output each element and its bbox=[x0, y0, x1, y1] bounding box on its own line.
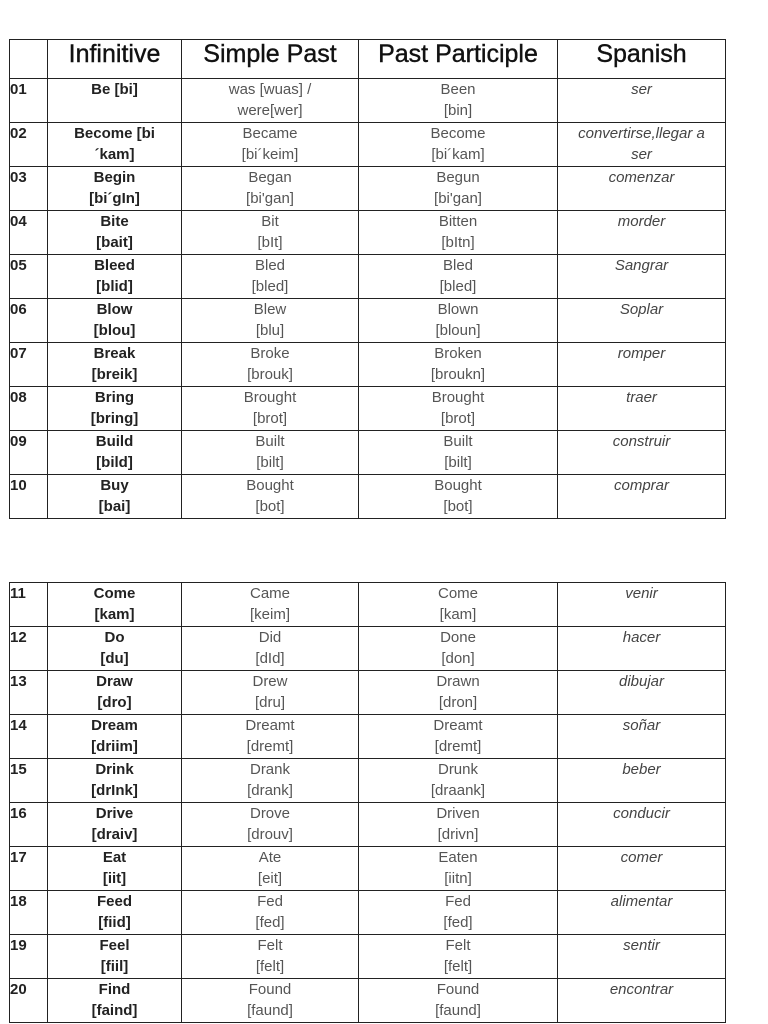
verb-past-participle-line: [bItn] bbox=[441, 234, 475, 251]
verb-simple-past-line: [bIt] bbox=[257, 234, 283, 251]
verb-past-participle-line: Bought bbox=[434, 477, 482, 494]
verb-infinitive-line: Eat bbox=[102, 849, 127, 866]
verb-past-participle-line: Done bbox=[440, 629, 476, 646]
verb-infinitive bbox=[48, 847, 182, 891]
verb-spanish-line: soñar bbox=[622, 717, 661, 734]
verb-past-participle-line: [iitn] bbox=[444, 870, 472, 887]
verb-infinitive bbox=[48, 583, 182, 627]
verb-infinitive-line: Break bbox=[93, 345, 136, 362]
verb-spanish-line: comprar bbox=[613, 477, 669, 494]
verb-infinitive-line: Bring bbox=[94, 389, 135, 406]
verb-table-1-body bbox=[10, 79, 726, 519]
verb-simple-past-line: [dru] bbox=[254, 694, 285, 711]
verb-spanish bbox=[558, 255, 726, 299]
verb-past-participle bbox=[359, 627, 558, 671]
verb-infinitive bbox=[48, 387, 182, 431]
verb-infinitive-line: [fiid] bbox=[98, 914, 131, 931]
verb-past-participle-line: [bilt] bbox=[444, 454, 472, 471]
verb-simple-past-line: [felt] bbox=[255, 958, 285, 975]
verb-past-participle-line: Come bbox=[437, 585, 478, 602]
verb-past-participle-line: Found bbox=[436, 981, 480, 998]
verb-simple-past-line: [bilt] bbox=[256, 454, 284, 471]
verb-infinitive-line: [draiv] bbox=[91, 826, 138, 843]
verb-simple-past bbox=[182, 803, 359, 847]
verb-number: 16 bbox=[10, 803, 48, 847]
verb-table-2-body bbox=[10, 583, 726, 1023]
table-row bbox=[10, 671, 726, 715]
verb-infinitive-line: [bai] bbox=[98, 498, 131, 515]
verb-infinitive-line: Feel bbox=[99, 937, 130, 954]
verb-simple-past-line: [faund] bbox=[247, 1002, 293, 1019]
verb-infinitive-line: [drInk] bbox=[91, 782, 138, 799]
verb-infinitive bbox=[48, 123, 182, 167]
verb-infinitive-line: Feed bbox=[96, 893, 132, 910]
table-row bbox=[10, 847, 726, 891]
verb-simple-past-line: [dId] bbox=[255, 650, 285, 667]
verb-simple-past-line: [dremt] bbox=[246, 738, 294, 755]
verb-infinitive-line: Bleed bbox=[94, 257, 135, 274]
verb-infinitive-line: [blid] bbox=[96, 278, 133, 295]
verb-spanish bbox=[558, 299, 726, 343]
verb-past-participle-line: Blown bbox=[437, 301, 479, 318]
verb-past-participle bbox=[359, 671, 558, 715]
verb-simple-past bbox=[182, 167, 359, 211]
verb-spanish bbox=[558, 671, 726, 715]
verb-simple-past-line: Bought bbox=[246, 477, 294, 494]
verb-past-participle-line: [draank] bbox=[430, 782, 486, 799]
verb-simple-past-line: Drew bbox=[252, 673, 288, 690]
verb-simple-past bbox=[182, 475, 359, 519]
verb-number: 17 bbox=[10, 847, 48, 891]
verb-past-participle-line: [bin] bbox=[443, 102, 473, 119]
header-simple-past: Simple Past bbox=[182, 40, 359, 79]
verb-spanish-line: convertirse,llegar a bbox=[578, 125, 705, 142]
verb-infinitive-line: [breik] bbox=[91, 366, 138, 383]
verb-simple-past bbox=[182, 759, 359, 803]
verb-simple-past bbox=[182, 627, 359, 671]
verb-simple-past-line: [drank] bbox=[247, 782, 293, 799]
verb-spanish-line: ser bbox=[631, 81, 652, 98]
verb-past-participle-line: Built bbox=[443, 433, 473, 450]
verb-simple-past bbox=[182, 79, 359, 123]
table-row bbox=[10, 891, 726, 935]
verb-number: 12 bbox=[10, 627, 48, 671]
verb-spanish bbox=[558, 847, 726, 891]
verb-past-participle-line: Drawn bbox=[436, 673, 480, 690]
verb-spanish-line: construir bbox=[612, 433, 671, 450]
header-past-participle: Past Participle bbox=[359, 40, 558, 79]
verb-past-participle-line: [broukn] bbox=[430, 366, 486, 383]
verb-past-participle-line: Eaten bbox=[438, 849, 478, 866]
verb-past-participle-line: [don] bbox=[441, 650, 475, 667]
verb-past-participle bbox=[359, 979, 558, 1023]
verb-infinitive bbox=[48, 299, 182, 343]
verb-number: 19 bbox=[10, 935, 48, 979]
verb-infinitive bbox=[48, 79, 182, 123]
verb-past-participle bbox=[359, 387, 558, 431]
verb-spanish bbox=[558, 431, 726, 475]
verb-infinitive-line: [dro] bbox=[97, 694, 132, 711]
verb-past-participle bbox=[359, 79, 558, 123]
header-number bbox=[10, 40, 48, 79]
verb-spanish-line: conducir bbox=[613, 805, 670, 822]
verb-simple-past-line: [bi'gan] bbox=[246, 190, 294, 207]
verb-past-participle bbox=[359, 475, 558, 519]
verb-simple-past-line: Blew bbox=[253, 301, 287, 318]
verb-infinitive-line: Do bbox=[104, 629, 125, 646]
verb-infinitive-line: [faind] bbox=[91, 1002, 138, 1019]
verb-past-participle-line: Bitten bbox=[438, 213, 478, 230]
table-row bbox=[10, 935, 726, 979]
verb-past-participle-line: Begun bbox=[436, 169, 480, 186]
verb-infinitive bbox=[48, 759, 182, 803]
verb-infinitive-line: [bring] bbox=[90, 410, 139, 427]
verb-spanish-line: alimentar bbox=[610, 893, 673, 910]
verb-past-participle-line: [kam] bbox=[439, 606, 477, 623]
verb-spanish-line: morder bbox=[617, 213, 666, 230]
verb-spanish bbox=[558, 343, 726, 387]
verb-spanish bbox=[558, 715, 726, 759]
verb-simple-past-line: was [wuas] / bbox=[228, 81, 312, 98]
verb-number: 11 bbox=[10, 583, 48, 627]
verb-infinitive-line: ´kam] bbox=[94, 146, 135, 163]
verb-infinitive bbox=[48, 979, 182, 1023]
verb-spanish-line: Sangrar bbox=[614, 257, 669, 274]
verb-past-participle-line: Driven bbox=[436, 805, 480, 822]
verb-past-participle-line: [bled] bbox=[439, 278, 477, 295]
table-row bbox=[10, 211, 726, 255]
verb-number: 08 bbox=[10, 387, 48, 431]
verb-past-participle bbox=[359, 299, 558, 343]
verb-spanish-line: ser bbox=[631, 146, 652, 163]
verb-infinitive bbox=[48, 343, 182, 387]
verb-spanish-line: venir bbox=[625, 585, 658, 602]
verb-past-participle bbox=[359, 167, 558, 211]
table-row bbox=[10, 759, 726, 803]
verb-table-2 bbox=[9, 582, 726, 1023]
verb-simple-past-line: Drove bbox=[249, 805, 290, 822]
verb-simple-past bbox=[182, 431, 359, 475]
verb-past-participle-line: [felt] bbox=[443, 958, 473, 975]
verb-number: 02 bbox=[10, 123, 48, 167]
table-row bbox=[10, 299, 726, 343]
header-row bbox=[10, 40, 726, 79]
verb-infinitive-line: [iit] bbox=[102, 870, 127, 887]
verb-past-participle-line: Been bbox=[440, 81, 476, 98]
verb-spanish-line: traer bbox=[626, 389, 657, 406]
verb-table-1 bbox=[9, 39, 726, 519]
verb-infinitive-line: Drive bbox=[95, 805, 134, 822]
verb-infinitive-line: Drink bbox=[95, 761, 134, 778]
verb-past-participle-line: [bloun] bbox=[435, 322, 481, 339]
verb-simple-past-line: Began bbox=[248, 169, 292, 186]
verb-past-participle-line: [drivn] bbox=[437, 826, 479, 843]
verb-infinitive bbox=[48, 211, 182, 255]
verb-number: 13 bbox=[10, 671, 48, 715]
verb-past-participle-line: [bot] bbox=[443, 498, 473, 515]
verb-past-participle bbox=[359, 847, 558, 891]
table-row bbox=[10, 715, 726, 759]
table-row bbox=[10, 255, 726, 299]
verb-simple-past bbox=[182, 847, 359, 891]
verb-simple-past-line: Came bbox=[249, 585, 290, 602]
verb-spanish-line: hacer bbox=[622, 629, 661, 646]
verb-past-participle-line: Broken bbox=[434, 345, 482, 362]
verb-simple-past-line: Broke bbox=[250, 345, 290, 362]
verb-simple-past-line: Built bbox=[255, 433, 285, 450]
verb-number: 10 bbox=[10, 475, 48, 519]
header-spanish: Spanish bbox=[558, 40, 726, 79]
verb-simple-past-line: [drouv] bbox=[247, 826, 293, 843]
verb-past-participle-line: [bi'gan] bbox=[434, 190, 482, 207]
verb-spanish-line: comenzar bbox=[608, 169, 675, 186]
verb-past-participle bbox=[359, 891, 558, 935]
verb-spanish-line: sentir bbox=[623, 937, 660, 954]
verb-infinitive-line: Build bbox=[95, 433, 134, 450]
verb-simple-past-line: Felt bbox=[257, 937, 283, 954]
verb-simple-past-line: were[wer] bbox=[237, 102, 303, 119]
verb-past-participle bbox=[359, 583, 558, 627]
verb-infinitive-line: [bi´gIn] bbox=[89, 190, 140, 207]
verb-spanish bbox=[558, 935, 726, 979]
verb-infinitive-line: [du] bbox=[100, 650, 129, 667]
verb-infinitive-line: Bite bbox=[100, 213, 129, 230]
verb-simple-past-line: Bit bbox=[261, 213, 279, 230]
verb-spanish-line: comer bbox=[620, 849, 663, 866]
verb-simple-past-line: [keim] bbox=[249, 606, 290, 623]
verb-past-participle-line: Drunk bbox=[437, 761, 478, 778]
verb-infinitive-line: [driim] bbox=[91, 738, 138, 755]
verb-spanish-line: Soplar bbox=[619, 301, 664, 318]
verb-simple-past-line: [bot] bbox=[255, 498, 285, 515]
table-row bbox=[10, 627, 726, 671]
verb-simple-past-line: Dreamt bbox=[245, 717, 295, 734]
verb-number: 06 bbox=[10, 299, 48, 343]
table-row bbox=[10, 387, 726, 431]
verb-simple-past bbox=[182, 583, 359, 627]
verb-past-participle bbox=[359, 343, 558, 387]
verb-past-participle-line: [dron] bbox=[438, 694, 478, 711]
header-infinitive: Infinitive bbox=[48, 40, 182, 79]
verb-simple-past-line: Became bbox=[242, 125, 298, 142]
verb-simple-past-line: [bled] bbox=[251, 278, 289, 295]
verb-infinitive-line: [bait] bbox=[96, 234, 133, 251]
verb-spanish bbox=[558, 167, 726, 211]
verb-infinitive bbox=[48, 671, 182, 715]
verb-spanish bbox=[558, 803, 726, 847]
verb-number: 05 bbox=[10, 255, 48, 299]
verb-simple-past-line: [bi´keim] bbox=[241, 146, 299, 163]
verb-simple-past-line: Bled bbox=[254, 257, 286, 274]
table-row bbox=[10, 123, 726, 167]
verb-infinitive-line: [blou] bbox=[93, 322, 136, 339]
verb-past-participle-line: [dremt] bbox=[434, 738, 482, 755]
verb-infinitive-line: Buy bbox=[100, 477, 129, 494]
verb-infinitive-line: Come bbox=[93, 585, 136, 602]
verb-past-participle bbox=[359, 935, 558, 979]
verb-number: 01 bbox=[10, 79, 48, 123]
verb-simple-past bbox=[182, 891, 359, 935]
table-row bbox=[10, 803, 726, 847]
verb-past-participle-line: Brought bbox=[431, 389, 485, 406]
verb-number: 18 bbox=[10, 891, 48, 935]
verb-spanish bbox=[558, 123, 726, 167]
verb-spanish-line: romper bbox=[617, 345, 666, 362]
verb-past-participle-line: Become bbox=[430, 125, 486, 142]
verb-past-participle-line: Dreamt bbox=[433, 717, 483, 734]
verb-infinitive-line: Be [bi] bbox=[91, 81, 138, 98]
table-row bbox=[10, 431, 726, 475]
verb-infinitive bbox=[48, 627, 182, 671]
verb-infinitive bbox=[48, 167, 182, 211]
table-row bbox=[10, 343, 726, 387]
verb-simple-past bbox=[182, 387, 359, 431]
verb-past-participle-line: [brot] bbox=[440, 410, 476, 427]
verb-simple-past bbox=[182, 211, 359, 255]
verb-number: 03 bbox=[10, 167, 48, 211]
verb-number: 09 bbox=[10, 431, 48, 475]
verb-past-participle bbox=[359, 803, 558, 847]
verb-infinitive-line: [fiil] bbox=[100, 958, 129, 975]
verb-spanish bbox=[558, 211, 726, 255]
verb-simple-past-line: Fed bbox=[257, 893, 283, 910]
verb-past-participle bbox=[359, 431, 558, 475]
verb-past-participle-line: [bi´kam] bbox=[431, 146, 485, 163]
verb-simple-past-line: [eit] bbox=[257, 870, 283, 887]
verb-infinitive bbox=[48, 715, 182, 759]
verb-simple-past bbox=[182, 123, 359, 167]
verb-past-participle bbox=[359, 759, 558, 803]
verb-infinitive bbox=[48, 255, 182, 299]
verb-infinitive-line: Find bbox=[98, 981, 131, 998]
verb-number: 20 bbox=[10, 979, 48, 1023]
verb-simple-past-line: [blu] bbox=[255, 322, 285, 339]
verb-infinitive-line: Blow bbox=[96, 301, 133, 318]
verb-simple-past-line: [brouk] bbox=[247, 366, 293, 383]
verb-spanish-line: beber bbox=[622, 761, 661, 778]
verb-spanish bbox=[558, 475, 726, 519]
table-row bbox=[10, 167, 726, 211]
verb-infinitive-line: Draw bbox=[96, 673, 133, 690]
verb-infinitive-line: [kam] bbox=[94, 606, 135, 623]
verb-past-participle bbox=[359, 123, 558, 167]
verb-simple-past bbox=[182, 935, 359, 979]
verb-simple-past bbox=[182, 715, 359, 759]
table-row bbox=[10, 583, 726, 627]
verb-number: 14 bbox=[10, 715, 48, 759]
verb-spanish bbox=[558, 891, 726, 935]
verb-infinitive-line: Dream bbox=[91, 717, 138, 734]
verb-simple-past bbox=[182, 255, 359, 299]
verb-spanish bbox=[558, 627, 726, 671]
verb-infinitive-line: [bild] bbox=[96, 454, 133, 471]
verb-past-participle-line: [fed] bbox=[443, 914, 473, 931]
verb-simple-past bbox=[182, 299, 359, 343]
verb-past-participle bbox=[359, 255, 558, 299]
table-row bbox=[10, 79, 726, 123]
verb-simple-past-line: Brought bbox=[243, 389, 297, 406]
verb-infinitive bbox=[48, 891, 182, 935]
verb-simple-past-line: Drank bbox=[249, 761, 290, 778]
verb-past-participle bbox=[359, 715, 558, 759]
verb-simple-past-line: Ate bbox=[258, 849, 282, 866]
verb-past-participle-line: [faund] bbox=[435, 1002, 481, 1019]
verb-spanish bbox=[558, 759, 726, 803]
verb-past-participle-line: Fed bbox=[445, 893, 471, 910]
table-row bbox=[10, 979, 726, 1023]
verb-spanish bbox=[558, 387, 726, 431]
verb-past-participle-line: Felt bbox=[445, 937, 471, 954]
verb-number: 15 bbox=[10, 759, 48, 803]
verb-simple-past-line: [fed] bbox=[255, 914, 285, 931]
table-row bbox=[10, 475, 726, 519]
verb-infinitive-line: Become [bi bbox=[74, 125, 155, 142]
verb-simple-past-line: Found bbox=[248, 981, 292, 998]
verb-infinitive bbox=[48, 803, 182, 847]
verb-infinitive bbox=[48, 475, 182, 519]
verb-past-participle-line: Bled bbox=[442, 257, 474, 274]
verb-infinitive-line: Begin bbox=[93, 169, 136, 186]
verb-spanish bbox=[558, 583, 726, 627]
verb-simple-past bbox=[182, 671, 359, 715]
verb-simple-past bbox=[182, 979, 359, 1023]
verb-past-participle bbox=[359, 211, 558, 255]
verb-spanish bbox=[558, 979, 726, 1023]
verb-simple-past-line: [brot] bbox=[252, 410, 288, 427]
verb-spanish-line: dibujar bbox=[618, 673, 665, 690]
verb-infinitive bbox=[48, 935, 182, 979]
verb-infinitive bbox=[48, 431, 182, 475]
verb-number: 07 bbox=[10, 343, 48, 387]
verb-number: 04 bbox=[10, 211, 48, 255]
verb-spanish bbox=[558, 79, 726, 123]
verb-simple-past bbox=[182, 343, 359, 387]
verb-simple-past-line: Did bbox=[258, 629, 282, 646]
verb-spanish-line: encontrar bbox=[609, 981, 674, 998]
